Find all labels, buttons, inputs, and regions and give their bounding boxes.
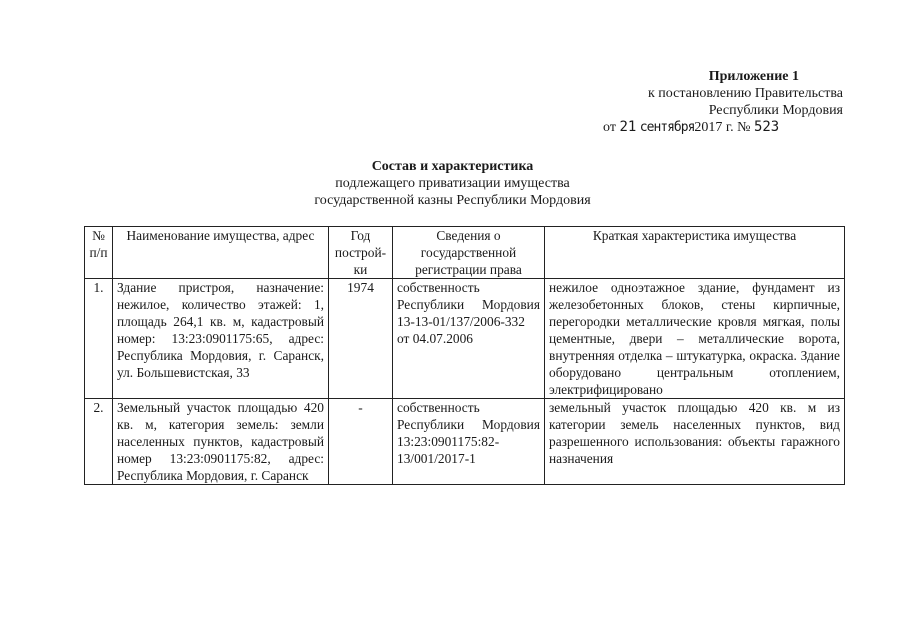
- header-year: Год построй-ки: [329, 227, 393, 279]
- cell-year: 1974: [329, 279, 393, 399]
- date-number: 523: [753, 119, 780, 135]
- appendix-line-1: к постановлению Правительства: [647, 86, 843, 101]
- document-heading: [0, 158, 905, 209]
- appendix-date: [563, 119, 843, 136]
- appendix-title: Приложение 1: [708, 69, 799, 84]
- header-characteristics: Краткая характеристика имущества: [545, 227, 845, 279]
- header-num: № п/п: [85, 227, 113, 279]
- table-row: [85, 399, 845, 485]
- document-subtitle-2: государственной казны Республики Мордовия: [314, 193, 591, 208]
- date-day: 21: [619, 119, 637, 135]
- cell-characteristics: нежилое одноэтажное здание, фундамент из железобетонных блоков, стены кирпичные, перегородки металлические кровля мягкая, полы цементные, двери – металлические ворота, внутренняя отделка – штукатурка, окраска. Здание оборудовано центральным отоплением, электрифицировано: [545, 279, 845, 399]
- document-subtitle-1: подлежащего приватизации имущества: [335, 176, 570, 191]
- cell-year: -: [329, 399, 393, 485]
- table-header-row: [85, 227, 845, 279]
- cell-num: 2.: [85, 399, 113, 485]
- cell-num: 1.: [85, 279, 113, 399]
- cell-characteristics: земельный участок площадью 420 кв. м из категории земель населенных пунктов, вид разрешенного использования: объекты гаражного назначения: [545, 399, 845, 485]
- date-prefix: от: [603, 120, 616, 135]
- date-year: 2017 г. №: [694, 120, 751, 135]
- document-title: Состав и характеристика: [371, 159, 534, 174]
- cell-registration: собственность Республики Мордовия 13-13-01/137/2006-332 от 04.07.2006: [393, 279, 545, 399]
- cell-name: Земельный участок площадью 420 кв. м, категория земель: земли населенных пунктов, кадастровый номер 13:23:0901175:82, адрес: Республика Мордовия, г. Саранск: [113, 399, 329, 485]
- appendix-line-2: Республики Мордовия: [708, 103, 843, 118]
- date-month: сентября: [639, 120, 695, 135]
- table-row: [85, 279, 845, 399]
- header-registration: Сведения о государственной регистрации права: [393, 227, 545, 279]
- property-table: [84, 226, 845, 485]
- header-name: Наименование имущества, адрес: [113, 227, 329, 279]
- appendix-header: [563, 68, 843, 136]
- cell-registration: собственность Республики Мордовия 13:23:0901175:82-13/001/2017-1: [393, 399, 545, 485]
- cell-name: Здание пристроя, назначение: нежилое, количество этажей: 1, площадь 264,1 кв. м, кадастровый номер: 13:23:0901175:65, адрес: Республика Мордовия, г. Саранск, ул. Большевистская, 33: [113, 279, 329, 399]
